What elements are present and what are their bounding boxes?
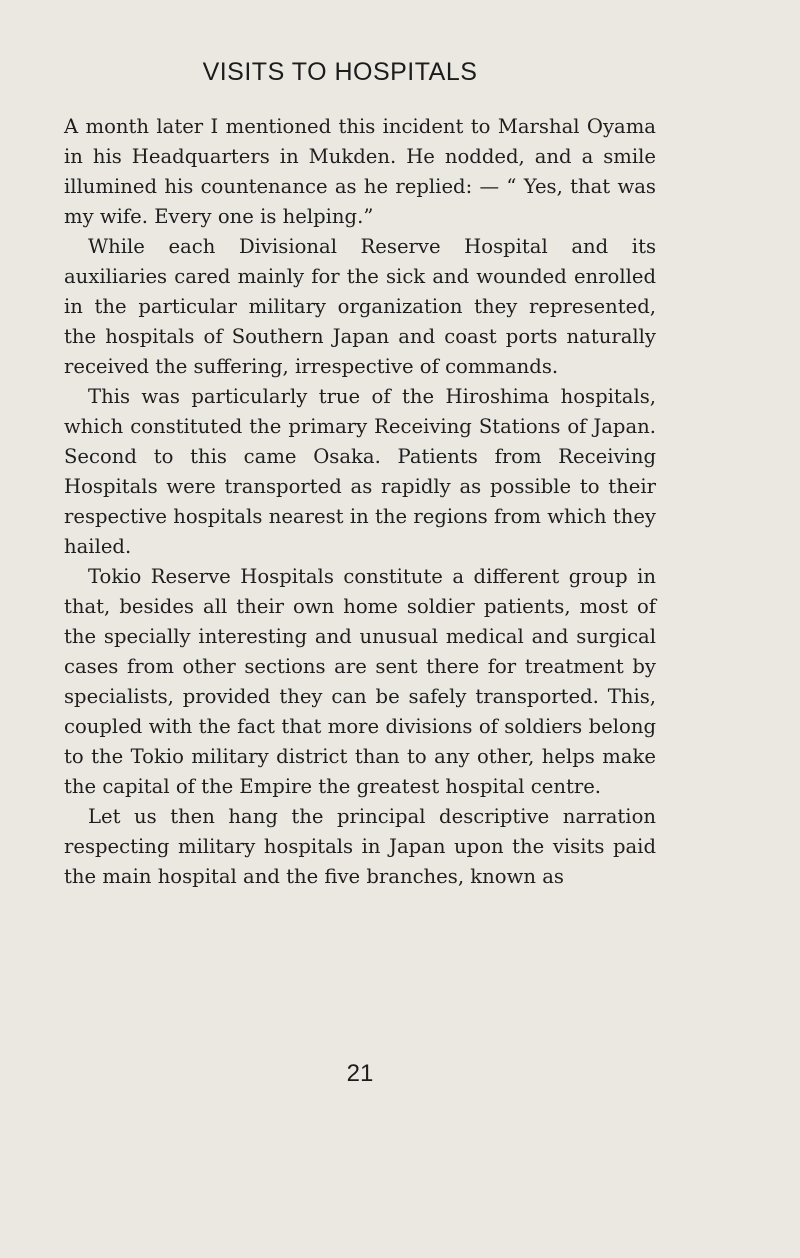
paragraph: This was particularly true of the Hiroshima hospitals, which constituted the primary Receiving Stations of Japan. Second to this came Osaka. Patients from Receiving Hospitals were transported as rapidly as possible to their respective hospitals nearest in the regions from which they hailed. [64, 385, 656, 558]
paragraph: While each Divisional Reserve Hospital and its auxiliaries cared mainly for the sick and wounded enrolled in the particular military organization they represented, the hospitals of Southern Japan and coast ports naturally received the suffering, irrespective of commands. [64, 235, 656, 378]
paragraph: Tokio Reserve Hospitals constitute a different group in that, besides all their own home soldier patients, most of the specially interesting and unusual medical and surgical cases from other sections are sent there for treatment by specialists, provided they can be safely transported. This, coupled with the fact that more divisions of soldiers belong to the Tokio military district than to any other, helps make the capital of the Empire the greatest hospital centre. [64, 565, 656, 798]
paragraph: A month later I mentioned this incident to Marshal Oyama in his Headquarters in Mukden. He nodded, and a smile illumined his countenance as he replied: — “ Yes, that was my wife. Every one is helping.” [64, 115, 656, 228]
running-head: VISITS TO HOSPITALS [202, 58, 478, 86]
body-text [64, 112, 656, 892]
page-number: 21 [346, 1060, 374, 1087]
paragraph: Let us then hang the principal descriptive narration respecting military hospitals in Japan upon the visits paid the main hospital and the five branches, known as [64, 805, 656, 888]
